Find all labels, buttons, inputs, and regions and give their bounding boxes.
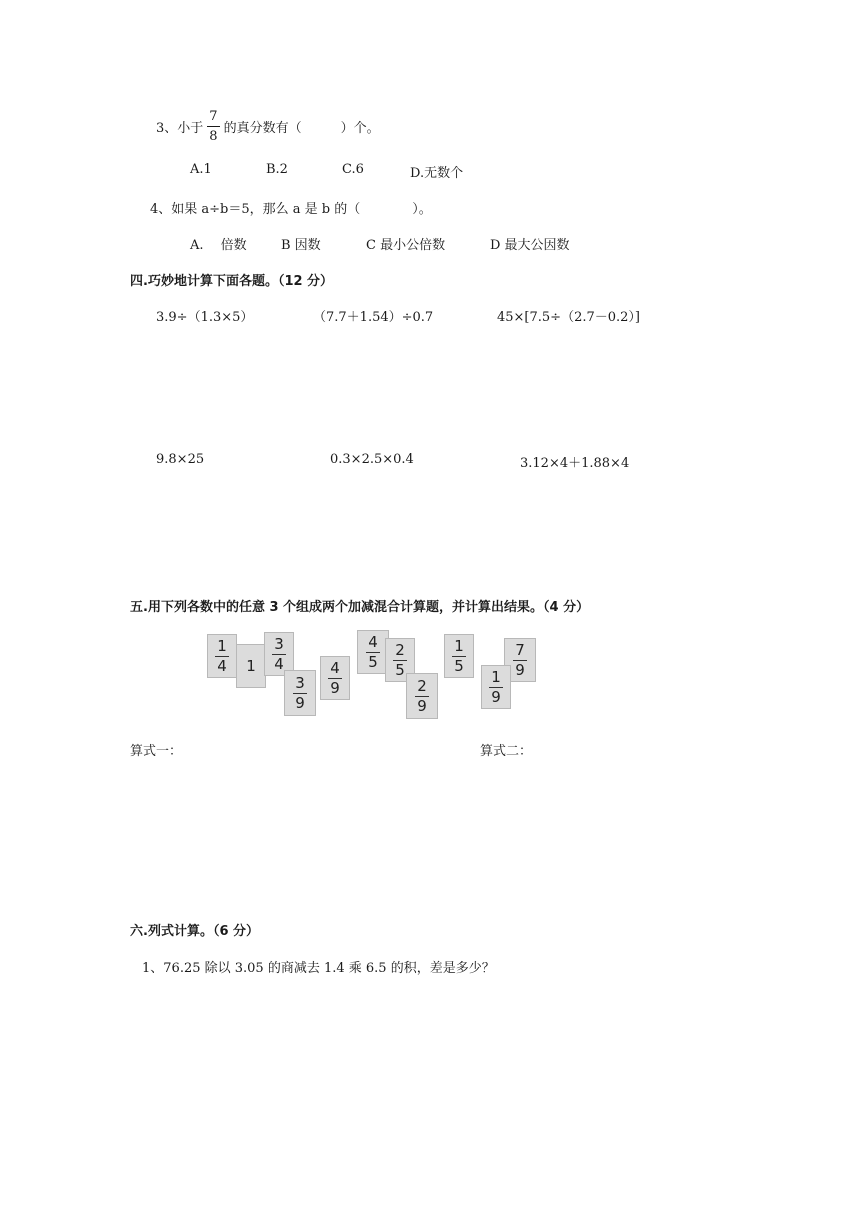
number-card: [207, 634, 237, 678]
question-3-prefix: 3、小于: [156, 120, 204, 136]
question-4-option-c: C 最小公倍数: [366, 238, 446, 253]
formula-one-label: 算式一：: [130, 744, 183, 759]
card-whole-number: 1: [246, 657, 256, 675]
card-denominator: 9: [330, 678, 340, 697]
question-3-option-b: B.2: [266, 162, 288, 177]
card-numerator: 1: [217, 636, 227, 655]
card-numerator: 7: [515, 640, 525, 659]
question-3-option-a: A.1: [190, 162, 212, 177]
card-numerator: 4: [330, 658, 340, 677]
number-card: [444, 634, 474, 678]
card-denominator: 9: [295, 693, 305, 712]
section-6-question-1: 1、76.25 除以 3.05 的商减去 1.4 乘 6.5 的积，差是多少？: [142, 961, 495, 976]
question-4-option-b: B 因数: [281, 238, 321, 253]
fraction-seven-eighths: [207, 110, 219, 143]
calc-expression-2: （7.7＋1.54）÷0.7: [313, 310, 434, 325]
calc-expression-3: 45×[7.5÷（2.7－0.2）]: [497, 310, 640, 325]
card-denominator: 5: [395, 660, 405, 679]
card-numerator: 1: [454, 636, 464, 655]
card-denominator: 9: [491, 687, 501, 706]
fraction-numerator: 7: [207, 110, 219, 127]
card-numerator: 3: [274, 634, 284, 653]
card-denominator: 5: [368, 652, 378, 671]
calc-expression-1: 3.9÷（1.3×5）: [156, 310, 254, 325]
formula-two-label: 算式二：: [480, 744, 533, 759]
calc-expression-6: 3.12×4＋1.88×4: [520, 456, 630, 471]
number-card: [320, 656, 350, 700]
number-card: [236, 644, 266, 688]
calc-expression-4: 9.8×25: [156, 452, 205, 467]
card-denominator: 4: [274, 654, 284, 673]
number-card: [406, 673, 438, 719]
card-numerator: 2: [395, 640, 405, 659]
section-6-title: 六.列式计算。（6 分）: [130, 924, 260, 939]
question-4-option-d: D 最大公因数: [490, 238, 570, 253]
card-denominator: 9: [515, 660, 525, 679]
fraction-denominator: 8: [209, 128, 218, 144]
card-numerator: 1: [491, 667, 501, 686]
section-5-title: 五.用下列各数中的任意 3 个组成两个加减混合计算题，并计算出结果。（4 分）: [130, 600, 590, 615]
question-4-option-a: A. 倍数: [190, 238, 247, 253]
question-3-option-d: D.无数个: [410, 166, 464, 181]
card-denominator: 5: [454, 656, 464, 675]
card-numerator: 4: [368, 632, 378, 651]
card-denominator: 4: [217, 656, 227, 675]
question-3-option-c: C.6: [342, 162, 364, 177]
card-numerator: 3: [295, 673, 305, 692]
number-card: [481, 665, 511, 709]
card-numerator: 2: [417, 676, 427, 695]
question-4: 4、如果 a÷b＝5，那么 a 是 b 的（ ）。: [150, 202, 432, 217]
question-3-suffix: 的真分数有（ ）个。: [223, 120, 380, 136]
card-denominator: 9: [417, 696, 427, 715]
section-4-title: 四.巧妙地计算下面各题。（12 分）: [130, 274, 334, 289]
calc-expression-5: 0.3×2.5×0.4: [330, 452, 414, 467]
question-3: [156, 106, 380, 146]
number-card: [284, 670, 316, 716]
